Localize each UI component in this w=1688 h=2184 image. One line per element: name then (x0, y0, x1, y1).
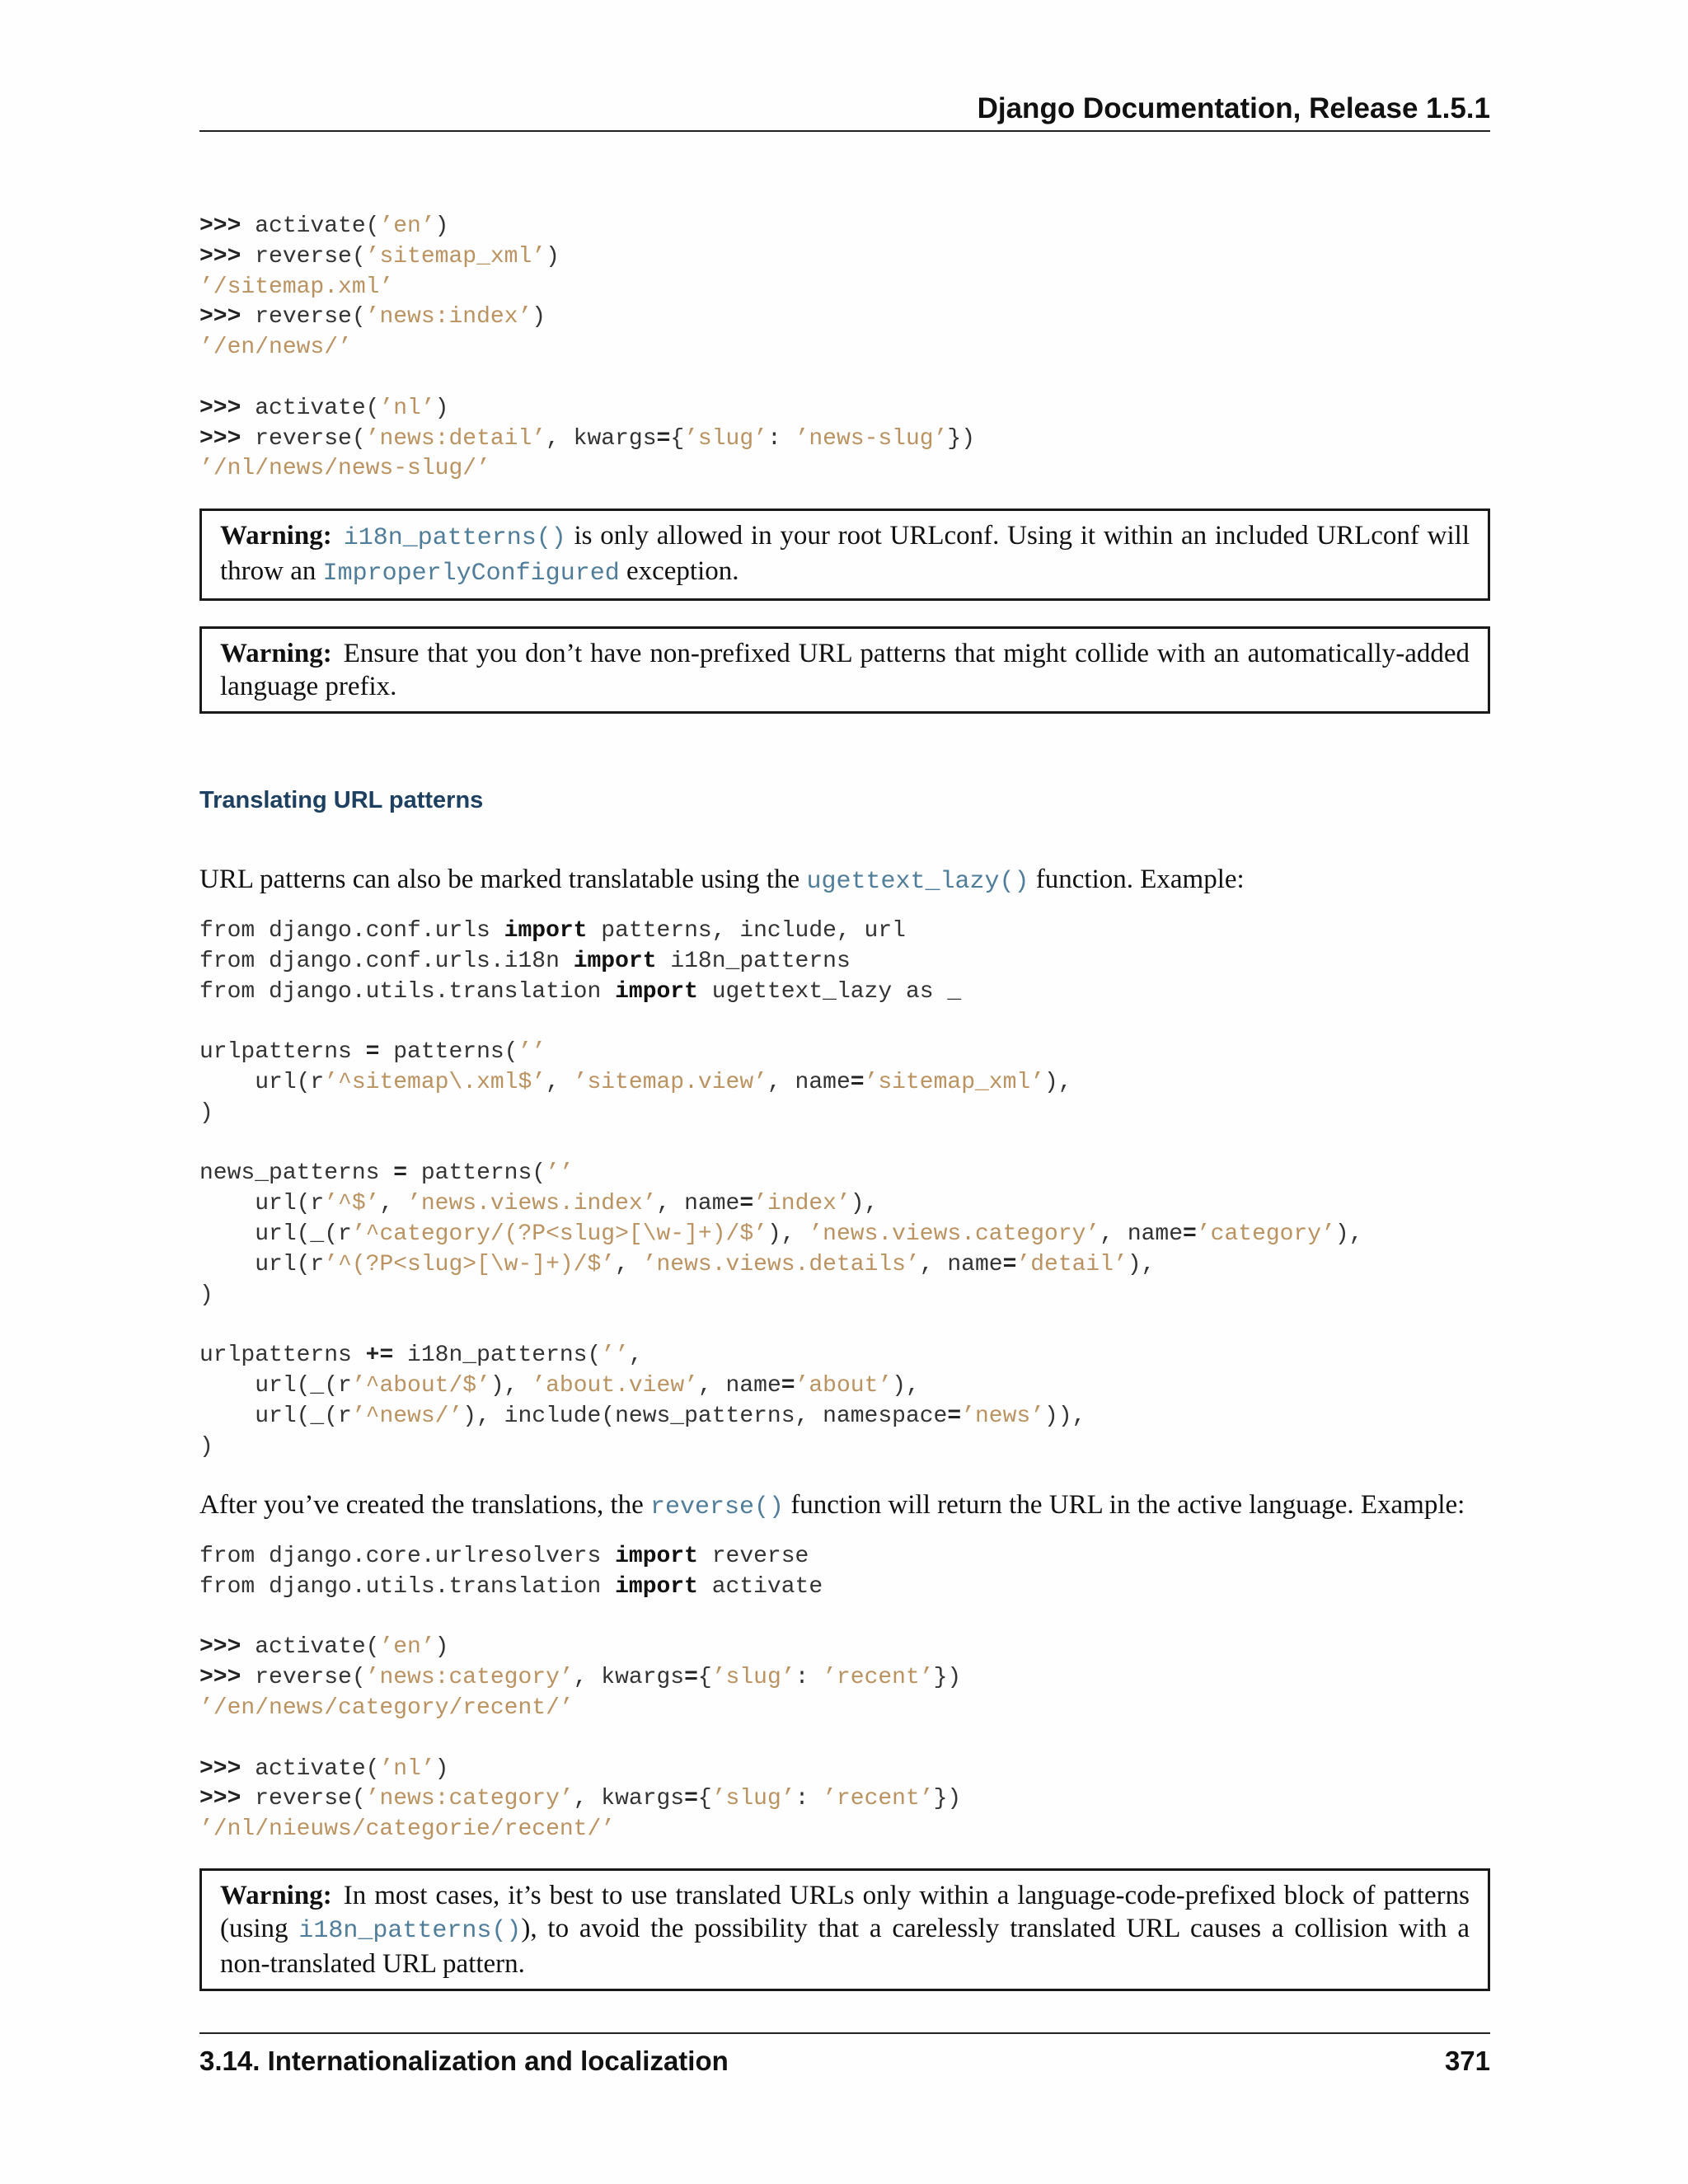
code-token: , name (919, 1251, 1003, 1277)
inline-code[interactable]: i18n_patterns() (343, 524, 566, 552)
code-line (199, 1816, 615, 1842)
code-token: ), (490, 1372, 532, 1399)
code-token: )), (1044, 1403, 1086, 1429)
inline-code-link[interactable]: ugettext_lazy() (806, 868, 1029, 896)
paragraph-text: After you’ve created the translations, the (199, 1490, 651, 1520)
code-token: = (656, 425, 671, 452)
code-token: = (781, 1372, 795, 1399)
code-line (199, 1756, 448, 1782)
code-string: ’news:category’ (365, 1665, 574, 1691)
code-string: ’news.views.index’ (407, 1191, 657, 1217)
code-token: ) (199, 1282, 213, 1308)
warning-label: Warning: (220, 639, 332, 668)
paragraph-text: function will return the URL in the active language. Example: (784, 1490, 1465, 1520)
warning-label: Warning: (220, 1881, 332, 1910)
warning-text: is only allowed in your root URLconf. Using it within an included URLconf will throw an (220, 521, 1470, 586)
code-prompt: >>> (199, 425, 256, 452)
code-line (199, 1191, 878, 1216)
code-string: ’index’ (753, 1191, 851, 1217)
code-token: reverse (697, 1544, 809, 1569)
code-token: { (697, 1665, 712, 1691)
code-string: ’about.view’ (532, 1372, 698, 1399)
code-block-reverse-example (199, 212, 975, 485)
code-token: url(_(r (199, 1221, 352, 1247)
code-prompt: >>> (199, 395, 256, 421)
page-footer (199, 2032, 1490, 2083)
code-token: reverse( (255, 1665, 366, 1691)
code-string: ’detail’ (1016, 1251, 1128, 1277)
code-line (199, 1039, 546, 1065)
code-token: patterns( (379, 1039, 518, 1066)
code-string: ’/en/news/’ (199, 335, 352, 361)
code-token: , kwargs (573, 1665, 685, 1691)
code-token: from django.utils.translation (199, 1573, 616, 1600)
code-string: ’^sitemap\.xml$’ (324, 1069, 546, 1095)
inline-code[interactable]: i18n_patterns() (298, 1917, 522, 1945)
code-token: reverse( (255, 243, 366, 269)
code-line (199, 274, 393, 300)
code-token: patterns( (407, 1160, 546, 1187)
code-string: ’^about/$’ (351, 1372, 490, 1399)
warning-box-root-urlconf (199, 509, 1490, 601)
warning-box-translated-urls (199, 1868, 1490, 1991)
code-string: ’slug’ (684, 425, 767, 452)
code-token: url(_(r (199, 1403, 352, 1429)
code-string: ’^(?P<slug>[\w-]+)/$’ (324, 1251, 616, 1277)
code-token: = (739, 1191, 754, 1217)
code-string: ’’ (518, 1039, 546, 1066)
code-line (199, 335, 352, 360)
code-token: = (393, 1160, 408, 1187)
warning-label: Warning: (220, 521, 332, 551)
code-string: ’/en/news/category/recent/’ (199, 1694, 574, 1721)
code-string: ’^category/(?P<slug>[\w-]+)/$’ (351, 1221, 767, 1247)
code-token: patterns, include, url (587, 918, 906, 944)
code-token: , (379, 1191, 408, 1217)
code-token: ) (434, 395, 449, 421)
code-token: , (546, 1069, 574, 1095)
code-token: ) (532, 304, 546, 330)
code-token: = (947, 1403, 962, 1429)
paragraph-text: URL patterns can also be marked translatable using the (199, 865, 807, 894)
code-line (199, 1786, 961, 1811)
code-line (199, 456, 490, 481)
code-string: ’news’ (961, 1403, 1045, 1429)
code-prompt: >>> (199, 243, 256, 269)
code-token: ) (199, 1433, 213, 1460)
code-token: ) (434, 213, 449, 239)
code-string: ’nl’ (379, 1755, 435, 1782)
code-keyword: import (615, 978, 698, 1005)
code-token: activate (697, 1573, 823, 1600)
code-block-activate-example (199, 1542, 961, 1845)
code-string: ’’ (601, 1343, 629, 1369)
code-token: url(r (199, 1069, 325, 1095)
code-string: ’news:category’ (365, 1786, 574, 1812)
code-token: from django.conf.urls (199, 918, 504, 944)
code-token: url(_(r (199, 1372, 352, 1399)
code-keyword: import (615, 1544, 698, 1569)
code-string: ’news:index’ (365, 304, 532, 330)
code-token: }) (933, 1786, 962, 1812)
code-token: , kwargs (546, 425, 657, 452)
code-line (199, 1070, 1072, 1095)
code-string: ’en’ (379, 213, 435, 239)
code-token: : (795, 1665, 823, 1691)
code-line (199, 1695, 574, 1721)
code-token: ), (850, 1191, 879, 1217)
code-keyword: import (615, 1573, 698, 1600)
code-token: news_patterns (199, 1160, 394, 1187)
paragraph-translatable-patterns (199, 863, 1490, 898)
code-token: from django.conf.urls.i18n (199, 948, 574, 974)
code-token: from django.core.urlresolvers (199, 1544, 616, 1569)
code-token: ) (546, 243, 560, 269)
code-line (199, 1373, 920, 1399)
code-string: ’^news/’ (351, 1403, 463, 1429)
code-string: ’category’ (1196, 1221, 1335, 1247)
code-string: ’news-slug’ (795, 425, 948, 452)
code-block-urlpatterns (199, 916, 1363, 1462)
code-token: = (1002, 1251, 1017, 1277)
warning-text: ), to avoid the possibility that a carelessly translated URL causes a collision with a non-translated URL pattern. (220, 1914, 1470, 1979)
code-token: urlpatterns (199, 1039, 366, 1066)
code-keyword: import (504, 918, 588, 944)
code-token: ), (1334, 1221, 1363, 1247)
page-header (199, 89, 1490, 132)
code-line (199, 304, 546, 330)
code-line (199, 426, 975, 452)
code-string: ’news:detail’ (365, 425, 546, 452)
code-token: ) (434, 1634, 449, 1661)
code-token: : (795, 1786, 823, 1812)
code-string: ’sitemap_xml’ (864, 1069, 1045, 1095)
code-token: i18n_patterns( (393, 1343, 602, 1369)
code-token: activate( (255, 213, 380, 239)
code-token: activate( (255, 395, 380, 421)
code-prompt: >>> (199, 1755, 256, 1782)
code-token: , (628, 1343, 643, 1369)
warning-text: In most cases, it’s best to use translated URLs only within a language-code-prefixed block of patterns (using (220, 1881, 1470, 1943)
paragraph-text: function. Example: (1029, 865, 1245, 894)
code-line (199, 1160, 574, 1186)
warning-box-prefix-collision (199, 626, 1490, 714)
code-line (199, 213, 448, 239)
code-token: ugettext_lazy as _ (697, 978, 962, 1005)
document-page (199, 0, 1490, 2184)
code-string: ’sitemap_xml’ (365, 243, 546, 269)
code-string: ’recent’ (823, 1665, 934, 1691)
code-token: { (697, 1786, 712, 1812)
code-token: url(r (199, 1251, 325, 1277)
code-token: from django.utils.translation (199, 978, 616, 1005)
code-token: ), (767, 1221, 809, 1247)
code-prompt: >>> (199, 213, 256, 239)
code-line (199, 1221, 1363, 1247)
document-title: Django Documentation, Release 1.5.1 (977, 92, 1490, 124)
warning-text: Ensure that you don’t have non-prefixed URL patterns that might collide with an automatically-added language prefix. (220, 639, 1470, 701)
section-heading: Translating URL patterns (199, 787, 484, 813)
code-token: = (684, 1786, 698, 1812)
code-token: ) (199, 1099, 213, 1126)
code-string: ’/sitemap.xml’ (199, 274, 394, 300)
warning-text: exception. (619, 556, 739, 586)
code-token: , name (767, 1069, 851, 1095)
code-string: ’nl’ (379, 395, 435, 421)
code-string: ’sitemap.view’ (573, 1069, 767, 1095)
code-token: : (767, 425, 795, 452)
code-token: = (850, 1069, 865, 1095)
code-token: reverse( (255, 1786, 366, 1812)
paragraph-reverse-function (199, 1488, 1490, 1524)
code-line (199, 244, 560, 269)
code-line (199, 396, 448, 421)
code-line (199, 1252, 1155, 1277)
code-token: reverse( (255, 304, 366, 330)
code-token: reverse( (255, 425, 366, 452)
code-line (199, 1634, 448, 1660)
code-token: ) (434, 1755, 449, 1782)
code-line (199, 1404, 1085, 1429)
inline-code-link[interactable]: reverse() (650, 1493, 785, 1521)
code-token: url(r (199, 1191, 325, 1217)
code-line (199, 1282, 213, 1308)
code-line (199, 1574, 823, 1600)
code-string: ’^$’ (324, 1191, 380, 1217)
code-token: , (615, 1251, 643, 1277)
code-string: ’recent’ (823, 1786, 934, 1812)
code-token: }) (933, 1665, 962, 1691)
code-string: ’’ (546, 1160, 574, 1187)
code-token: , name (656, 1191, 740, 1217)
code-string: ’news.views.details’ (642, 1251, 920, 1277)
code-token: activate( (255, 1634, 380, 1661)
code-string: ’/nl/nieuws/categorie/recent/’ (199, 1816, 616, 1843)
code-string: ’en’ (379, 1634, 435, 1661)
code-token: ), (1044, 1069, 1072, 1095)
code-token: ), include(news_patterns, namespace (462, 1403, 948, 1429)
code-token: i18n_patterns (656, 948, 851, 974)
code-keyword: import (573, 948, 657, 974)
code-string: ’/nl/news/news-slug/’ (199, 456, 490, 482)
code-token: { (670, 425, 685, 452)
code-line (199, 1434, 213, 1460)
code-prompt: >>> (199, 304, 256, 330)
code-line (199, 918, 906, 944)
footer-section-title: 3.14. Internationalization and localization (199, 2046, 729, 2076)
code-line (199, 1100, 213, 1126)
code-line (199, 949, 851, 974)
code-token: ), (892, 1372, 920, 1399)
code-string: ’slug’ (711, 1665, 795, 1691)
code-token: += (365, 1343, 394, 1369)
code-token: }) (947, 425, 976, 452)
code-line (199, 1343, 643, 1368)
code-token: activate( (255, 1755, 380, 1782)
code-token: = (365, 1039, 380, 1066)
inline-code[interactable]: ImproperlyConfigured (322, 560, 620, 588)
code-line (199, 979, 961, 1005)
code-prompt: >>> (199, 1634, 256, 1661)
code-token: = (684, 1665, 698, 1691)
page-number: 371 (1444, 2046, 1490, 2076)
code-prompt: >>> (199, 1786, 256, 1812)
code-token: = (1183, 1221, 1197, 1247)
code-token: ), (1127, 1251, 1156, 1277)
code-token: , name (1100, 1221, 1184, 1247)
code-token: , name (697, 1372, 781, 1399)
code-prompt: >>> (199, 1665, 256, 1691)
code-line (199, 1665, 961, 1690)
code-string: ’news.views.category’ (809, 1221, 1100, 1247)
code-string: ’slug’ (711, 1786, 795, 1812)
code-token: urlpatterns (199, 1343, 366, 1369)
code-string: ’about’ (795, 1372, 893, 1399)
code-line (199, 1544, 809, 1569)
code-token: , kwargs (573, 1786, 685, 1812)
